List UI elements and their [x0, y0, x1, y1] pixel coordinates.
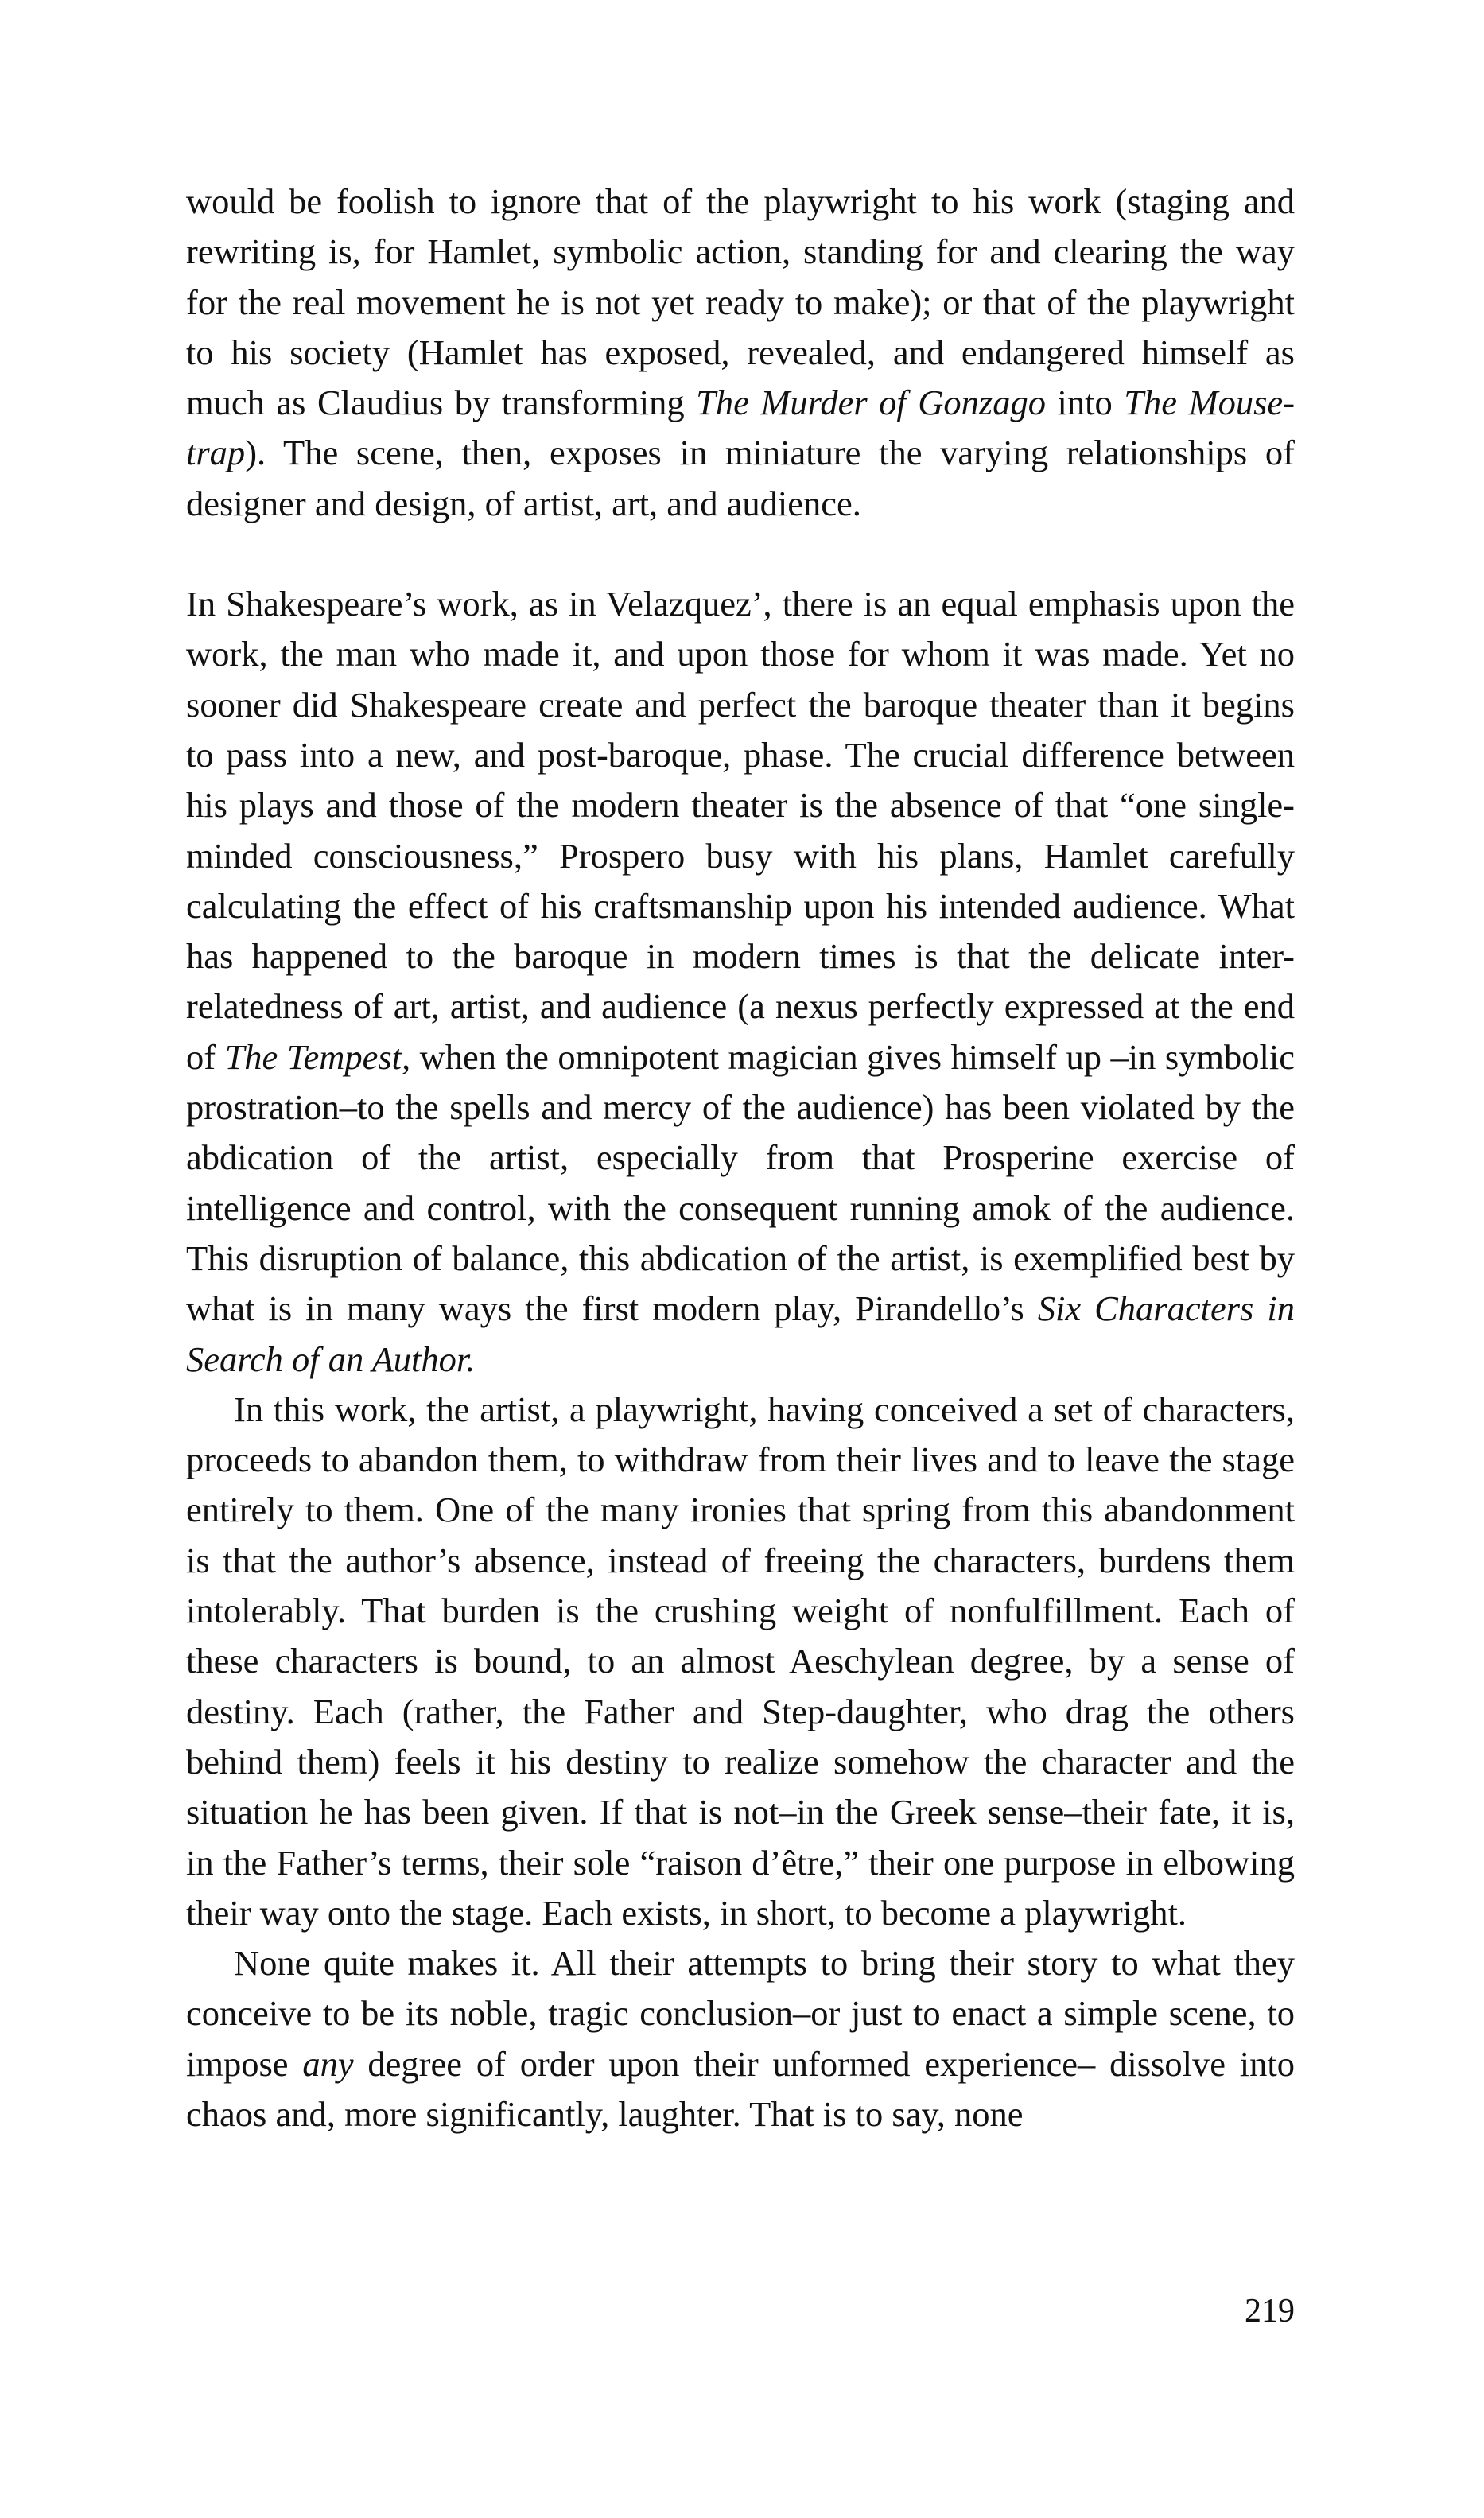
paragraph-none-quite-makes-it [186, 1938, 1295, 2139]
text-run: In this work, the artist, a playwright, having conceived a set of characters, proceeds to abandon them, to withdraw from their lives and to leave the stage entirely to them. One of the many ironies that spring from this abandonment is that the author’s absence, instead of freeing the characters, burdens them intolerably. That burden is the crushing weight of nonfulfillment. Each of these characters is bound, to an almost Aeschylean degree, by a sense of destiny. Each (rather, the Father and Step-daughter, who drag the others behind them) feels it his destiny to realize somehow the character and the situation he has been given. If that is not–in the Greek sense–their fate, it is, in the Father’s terms, their sole “raison d’être,” their one purpose in elbowing their way onto the stage. Each exists, in short, to become a playwright. [186, 1389, 1295, 1933]
italic-title-run: The Mousetrap [186, 383, 1296, 473]
text-run: when the omnipotent magician gives himself up –in symbolic prostration–to the spells and mercy of the audience) has been violated by the abdication of the artist, especially from that Prosperine exercise of intelligence and control, with the consequent running amok of the audience. This disruption of balance, this abdication of the artist, is exemplified best by what is in many ways the first modern play, Pirandello’s [186, 1036, 1295, 1329]
text-run: would be foolish to ignore that of the playwright to his work (staging and rewriting is, for Hamlet, symbolic action, standing for and clearing the way for the real movement he is not yet ready to make); or that of the playwright to his society (Hamlet has exposed, revealed, and endangered himself as much as Claudius by transforming [186, 181, 1295, 423]
italic-title-run: any [302, 2043, 354, 2084]
paragraph-six-characters [186, 1385, 1295, 1938]
italic-title-run: The Tempest, [224, 1036, 411, 1077]
body-text [186, 177, 1295, 2139]
paragraph-continuation [186, 177, 1295, 529]
text-run: None quite makes it. All their attempts to bring their story to what they conceive to be its noble, tragic conclusion–or just to enact a simple scene, to impose [186, 1943, 1295, 2084]
text-run: ). The scene, then, exposes in miniature the varying relationships of designer and design, of artist, art, and audience. [186, 433, 1295, 523]
text-run: In Shakespeare’s work, as in Velazquez’, there is an equal emphasis upon the work, the man who made it, and upon those for whom it was made. Yet no sooner did Shakespeare create and perfect the baroque theater than it begins to pass into a new, and post-baroque, phase. The crucial difference between his plays and those of the modern theater is the absence of that “one single-minded consciousness,” Prospero busy with his plans, Hamlet carefully calculating the effect of his craftsmanship upon his intended audience. What has happened to the baroque in modern times is that the delicate inter-relatedness of art, artist, and audience (a nexus perfectly expressed at the end of [186, 584, 1295, 1077]
paragraph-shakespeare-velazquez [186, 579, 1295, 1385]
page-number: 219 [1245, 2293, 1295, 2330]
italic-title-run: Six Characters in Search of an Author. [186, 1288, 1295, 1379]
text-run: into [1046, 383, 1125, 423]
text-run: degree of order upon their unformed experience– dissolve into chaos and, more significantly, laughter. That is to say, none [186, 2043, 1296, 2134]
italic-title-run: The Murder of Gonzago [696, 383, 1047, 423]
